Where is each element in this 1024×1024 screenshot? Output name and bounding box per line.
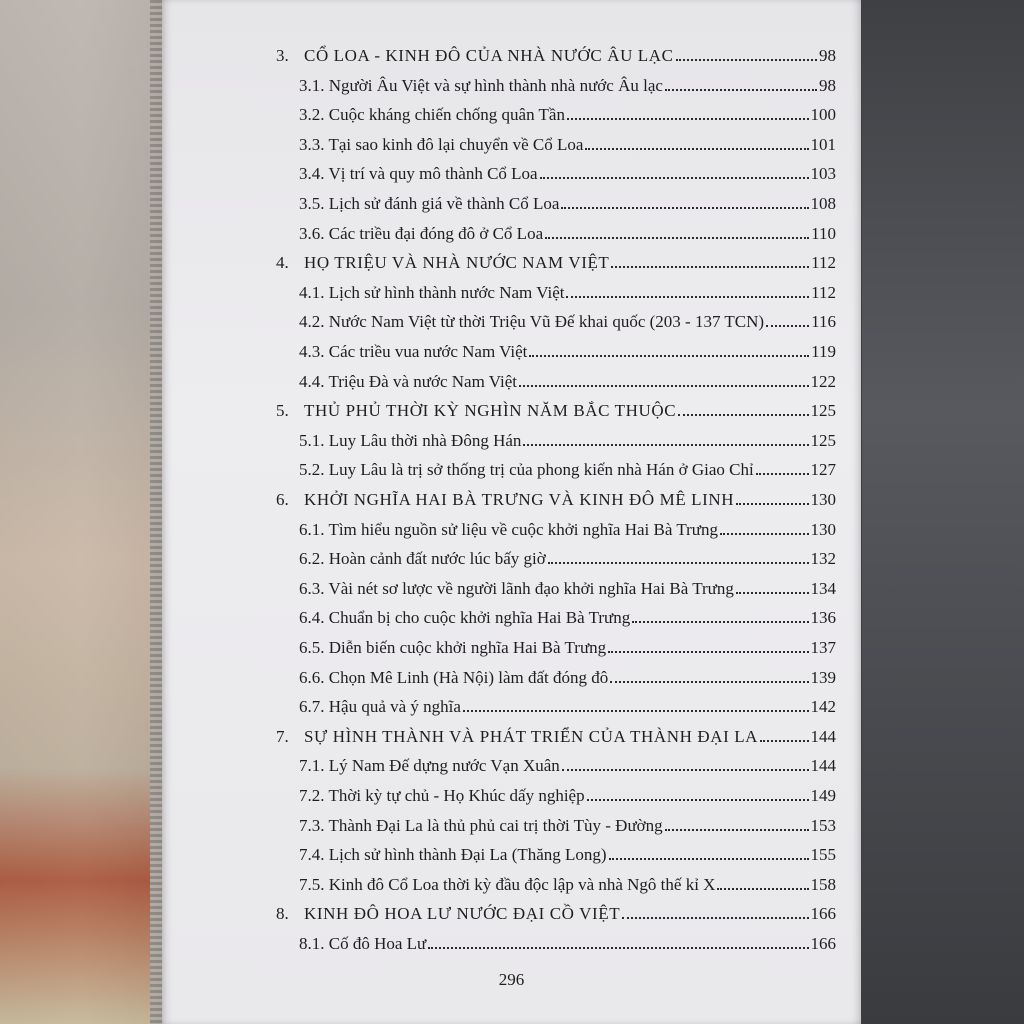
entry-title: 7.1. Lý Nam Đế dựng nước Vạn Xuân — [299, 756, 560, 776]
toc-section-entry — [299, 70, 836, 96]
toc-chapter-entry — [276, 484, 836, 510]
entry-title: 5.2. Luy Lâu là trị sở thống trị của phong kiến nhà Hán ở Giao Chỉ — [299, 460, 754, 480]
entry-title: 3.5. Lịch sử đánh giá về thành Cổ Loa — [299, 194, 560, 213]
dot-leader — [608, 651, 808, 653]
entry-title: SỰ HÌNH THÀNH VÀ PHÁT TRIỂN CỦA THÀNH ĐẠI LA — [304, 726, 759, 746]
entry-page-number: 101 — [810, 134, 836, 154]
entry-page-number: 144 — [810, 756, 836, 776]
entry-title: 7.4. Lịch sử hình thành Đại La (Thăng Long) — [299, 845, 607, 865]
entry-page-number: 136 — [810, 608, 836, 628]
toc-section-entry — [299, 218, 836, 244]
toc-section-entry — [299, 277, 836, 303]
dot-leader — [428, 947, 808, 949]
toc-section-entry — [299, 632, 836, 658]
chapter-number: 3. — [276, 46, 289, 65]
entry-page-number: 119 — [811, 342, 836, 361]
book-page — [162, 0, 861, 1024]
chapter-number: 4. — [276, 253, 289, 273]
dot-leader — [463, 710, 809, 712]
entry-page-number: 166 — [810, 934, 836, 953]
dot-leader — [610, 681, 808, 683]
entry-page-number: 132 — [810, 549, 836, 569]
entry-title: 4.1. Lịch sử hình thành nước Nam Việt — [299, 282, 565, 302]
toc-section-entry — [299, 188, 836, 214]
dot-leader — [611, 266, 809, 268]
entry-page-number: 130 — [810, 490, 836, 509]
dot-leader — [609, 858, 809, 860]
toc-section-entry — [299, 543, 836, 569]
entry-page-number: 108 — [810, 194, 836, 213]
dot-leader — [548, 562, 809, 564]
entry-page-number: 110 — [811, 223, 836, 243]
entry-page-number: 98 — [819, 46, 836, 65]
entry-title: 6.1. Tìm hiểu nguồn sử liệu về cuộc khởi nghĩa Hai Bà Trưng — [299, 519, 719, 539]
entry-page-number: 127 — [810, 460, 836, 480]
dot-leader — [567, 118, 809, 120]
entry-page-number: 158 — [810, 874, 836, 894]
entry-title: 4.3. Các triều vua nước Nam Việt — [299, 342, 528, 361]
toc-chapter-entry — [276, 721, 836, 747]
dot-leader — [736, 503, 808, 505]
entry-page-number: 153 — [810, 815, 836, 835]
entry-page-number: 155 — [810, 845, 836, 865]
dot-leader — [523, 444, 808, 446]
entry-page-number: 103 — [810, 164, 836, 184]
toc-section-entry — [299, 129, 836, 155]
dot-leader — [585, 148, 808, 150]
dot-leader — [622, 917, 808, 919]
dot-leader — [562, 769, 809, 771]
toc-section-entry — [299, 336, 836, 362]
entry-page-number: 134 — [810, 578, 836, 598]
entry-page-number: 112 — [811, 253, 836, 273]
dot-leader — [561, 207, 808, 209]
entry-title: 6.7. Hậu quả và ý nghĩa — [299, 697, 461, 717]
entry-page-number: 112 — [811, 282, 836, 302]
toc-section-entry — [299, 928, 836, 954]
dot-leader — [736, 592, 809, 594]
toc-section-entry — [299, 425, 836, 451]
chapter-number: 6. — [276, 490, 289, 509]
entry-title: 3.2. Cuộc kháng chiến chống quân Tần — [299, 105, 565, 125]
entry-title: 3.4. Vị trí và quy mô thành Cổ Loa — [299, 164, 538, 184]
entry-page-number: 125 — [810, 430, 836, 450]
toc-section-entry — [299, 99, 836, 125]
dot-leader — [717, 888, 808, 890]
dot-leader — [720, 533, 808, 535]
entry-title: 4.4. Triệu Đà và nước Nam Việt — [299, 371, 518, 391]
dot-leader — [756, 473, 809, 475]
entry-title: 5.1. Luy Lâu thời nhà Đông Hán — [299, 430, 522, 450]
entry-title: KINH ĐÔ HOA LƯ NƯỚC ĐẠI CỒ VIỆT — [304, 904, 621, 924]
dot-leader — [766, 325, 809, 327]
entry-title: 4.2. Nước Nam Việt từ thời Triệu Vũ Đế khai quốc (203 - 137 TCN) — [299, 312, 765, 332]
entry-title: THỦ PHỦ THỜI KỲ NGHÌN NĂM BẮC THUỘC — [304, 401, 677, 421]
entry-title: 6.3. Vài nét sơ lược về người lãnh đạo khởi nghĩa Hai Bà Trưng — [299, 578, 734, 598]
entry-page-number: 100 — [810, 105, 836, 125]
toc-section-entry — [299, 810, 836, 836]
toc-section-entry — [299, 514, 836, 540]
dot-leader — [665, 89, 817, 91]
entry-page-number: 142 — [810, 697, 836, 717]
toc-section-entry — [299, 780, 836, 806]
dot-leader — [540, 177, 809, 179]
page-number: 296 — [498, 970, 525, 989]
background-surface — [862, 0, 1024, 1024]
entry-page-number: 144 — [810, 726, 836, 746]
toc-chapter-entry — [276, 247, 836, 273]
dot-leader — [632, 621, 808, 623]
entry-page-number: 166 — [810, 904, 836, 924]
dot-leader — [678, 414, 808, 416]
entry-page-number: 98 — [819, 75, 836, 95]
entry-page-number: 130 — [810, 519, 836, 539]
toc-section-entry — [299, 691, 836, 717]
entry-page-number: 122 — [810, 371, 836, 391]
dot-leader — [587, 799, 809, 801]
entry-title: 3.1. Người Âu Việt và sự hình thành nhà nước Âu lạc — [299, 75, 663, 95]
entry-title: KHỞI NGHĨA HAI BÀ TRƯNG VÀ KINH ĐÔ MÊ LINH — [304, 490, 735, 509]
entry-title: 8.1. Cố đô Hoa Lư — [299, 934, 427, 953]
entry-page-number: 139 — [810, 667, 836, 687]
book-stack-edge — [0, 0, 162, 1024]
toc-section-entry — [299, 602, 836, 628]
entry-page-number: 116 — [811, 312, 836, 332]
toc-section-entry — [299, 454, 836, 480]
toc-section-entry — [299, 750, 836, 776]
entry-title: 3.3. Tại sao kinh đô lại chuyển về Cổ Loa — [299, 134, 584, 154]
entry-page-number: 149 — [810, 786, 836, 805]
entry-title: 7.3. Thành Đại La là thủ phủ cai trị thời Tùy - Đường — [299, 815, 663, 835]
chapter-number: 7. — [276, 726, 289, 746]
entry-title: 3.6. Các triều đại đóng đô ở Cổ Loa — [299, 223, 544, 243]
toc-section-entry — [299, 366, 836, 392]
toc-section-entry — [299, 839, 836, 865]
table-of-contents — [162, 0, 861, 1024]
dot-leader — [665, 829, 809, 831]
toc-section-entry — [299, 573, 836, 599]
toc-section-entry — [299, 662, 836, 688]
entry-title: 6.5. Diễn biến cuộc khởi nghĩa Hai Bà Trưng — [299, 638, 607, 657]
dot-leader — [529, 355, 809, 357]
dot-leader — [545, 237, 809, 239]
entry-title: 6.2. Hoàn cảnh đất nước lúc bấy giờ — [299, 549, 546, 569]
toc-section-entry — [299, 158, 836, 184]
toc-section-entry — [299, 306, 836, 332]
dot-leader — [676, 59, 817, 61]
entry-title: 6.4. Chuẩn bị cho cuộc khởi nghĩa Hai Bà Trưng — [299, 608, 631, 628]
toc-chapter-entry — [276, 40, 836, 66]
entry-page-number: 125 — [810, 401, 836, 421]
toc-chapter-entry — [276, 898, 836, 924]
dot-leader — [566, 296, 809, 298]
chapter-number: 8. — [276, 904, 289, 924]
toc-section-entry — [299, 869, 836, 895]
entry-title: 7.5. Kinh đô Cổ Loa thời kỳ đầu độc lập và nhà Ngô thế kỉ X — [299, 874, 716, 894]
entry-title: HỌ TRIỆU VÀ NHÀ NƯỚC NAM VIỆT — [304, 253, 610, 273]
toc-chapter-entry — [276, 395, 836, 421]
entry-title: 6.6. Chọn Mê Linh (Hà Nội) làm đất đóng đô — [299, 667, 609, 687]
entry-title: 7.2. Thời kỳ tự chủ - Họ Khúc dấy nghiệp — [299, 786, 585, 805]
chapter-number: 5. — [276, 401, 289, 421]
entry-title: CỔ LOA - KINH ĐÔ CỦA NHÀ NƯỚC ÂU LẠC — [304, 46, 674, 65]
dot-leader — [519, 385, 808, 387]
entry-page-number: 137 — [810, 638, 836, 657]
dot-leader — [760, 740, 808, 742]
